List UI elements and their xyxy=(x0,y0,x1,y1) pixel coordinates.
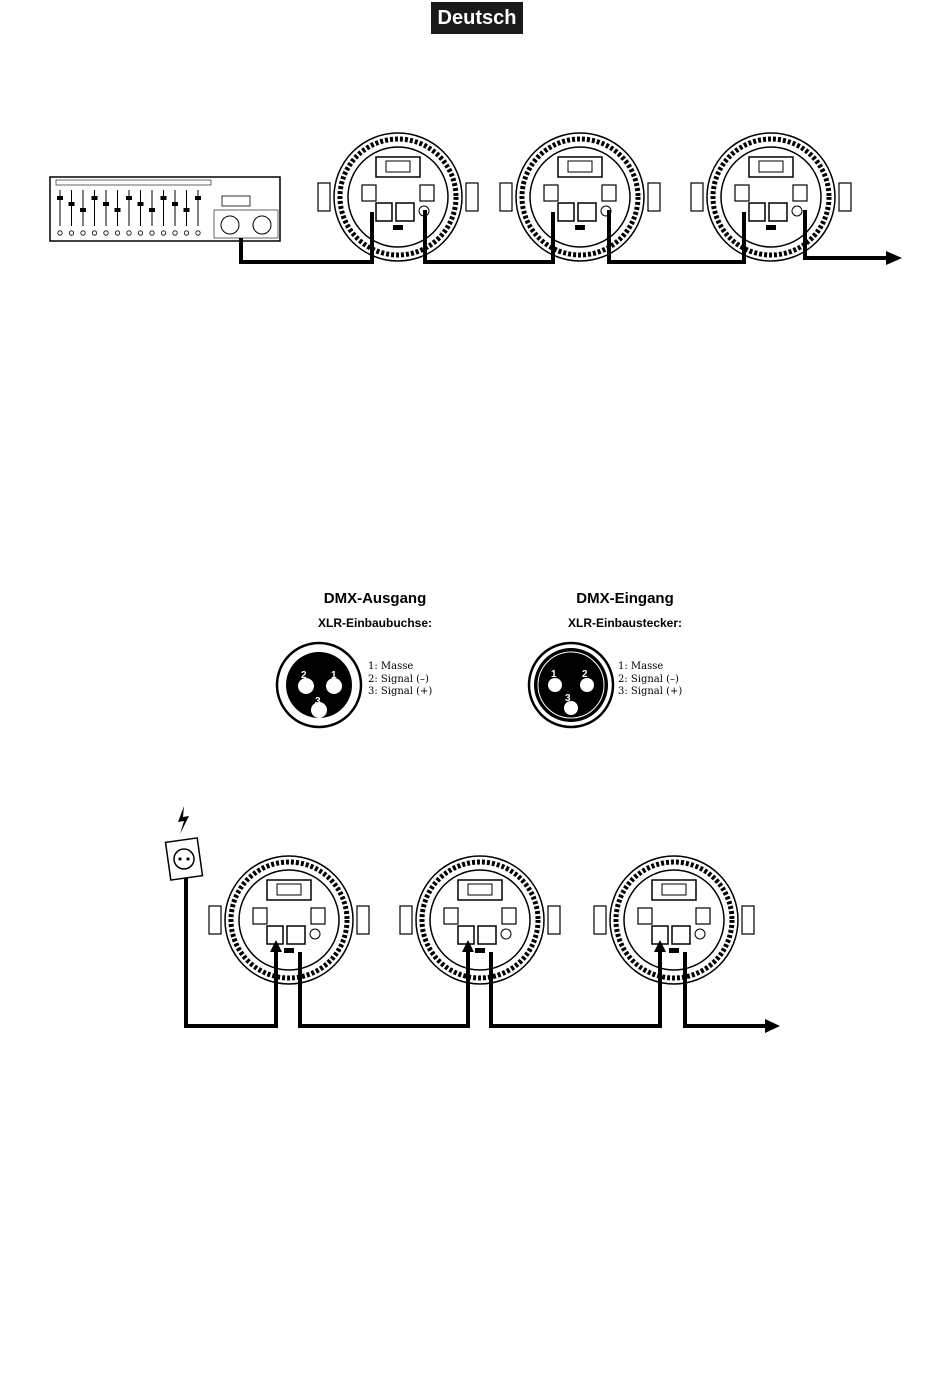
language-badge: Deutsch xyxy=(431,2,523,34)
xlr-input-pin-list xyxy=(618,661,682,699)
xlr-input-title: DMX-Eingang xyxy=(576,590,674,607)
pin-1-description: 1: Masse xyxy=(618,661,664,672)
dmx-controller-image xyxy=(50,177,280,241)
pin-1-description: 1: Masse xyxy=(368,661,414,672)
led-fixture-2 xyxy=(400,856,560,984)
xlr-input-section xyxy=(515,590,735,730)
dmx-chain-diagram xyxy=(0,120,950,290)
pin-3-description: 3: Signal (+) xyxy=(618,686,683,697)
xlr-output-connector: XLR-Einbaubuchse: xyxy=(317,616,432,630)
led-fixture-3 xyxy=(594,856,754,984)
led-fixture-1 xyxy=(209,856,369,984)
arrow-right-icon xyxy=(886,251,902,265)
pin-label: 1 xyxy=(331,670,337,681)
xlr-plug-icon xyxy=(527,640,617,730)
pin-label: 2 xyxy=(301,670,307,681)
pin-label: 1 xyxy=(551,669,557,680)
led-fixture-1 xyxy=(318,133,478,261)
xlr-output-pin-list xyxy=(368,661,432,699)
pin-2-description: 2: Signal (–) xyxy=(368,673,429,685)
arrow-right-icon xyxy=(765,1019,780,1033)
xlr-input-connector: XLR-Einbaustecker: xyxy=(567,616,683,630)
pin-3-description: 3: Signal (+) xyxy=(368,686,433,697)
xlr-output-title: DMX-Ausgang xyxy=(323,590,427,607)
power-outlet-icon xyxy=(166,838,203,880)
pin-label: 3 xyxy=(565,693,571,704)
lightning-icon xyxy=(178,806,189,834)
pin-label: 2 xyxy=(582,669,588,680)
pin-2-description: 2: Signal (–) xyxy=(618,673,679,685)
led-fixture-3 xyxy=(691,133,851,261)
power-chain-diagram xyxy=(0,800,950,1040)
led-fixture-2 xyxy=(500,133,660,261)
pin-label: 3 xyxy=(315,696,321,707)
xlr-output-section xyxy=(265,590,485,730)
xlr-socket-icon xyxy=(275,640,365,730)
